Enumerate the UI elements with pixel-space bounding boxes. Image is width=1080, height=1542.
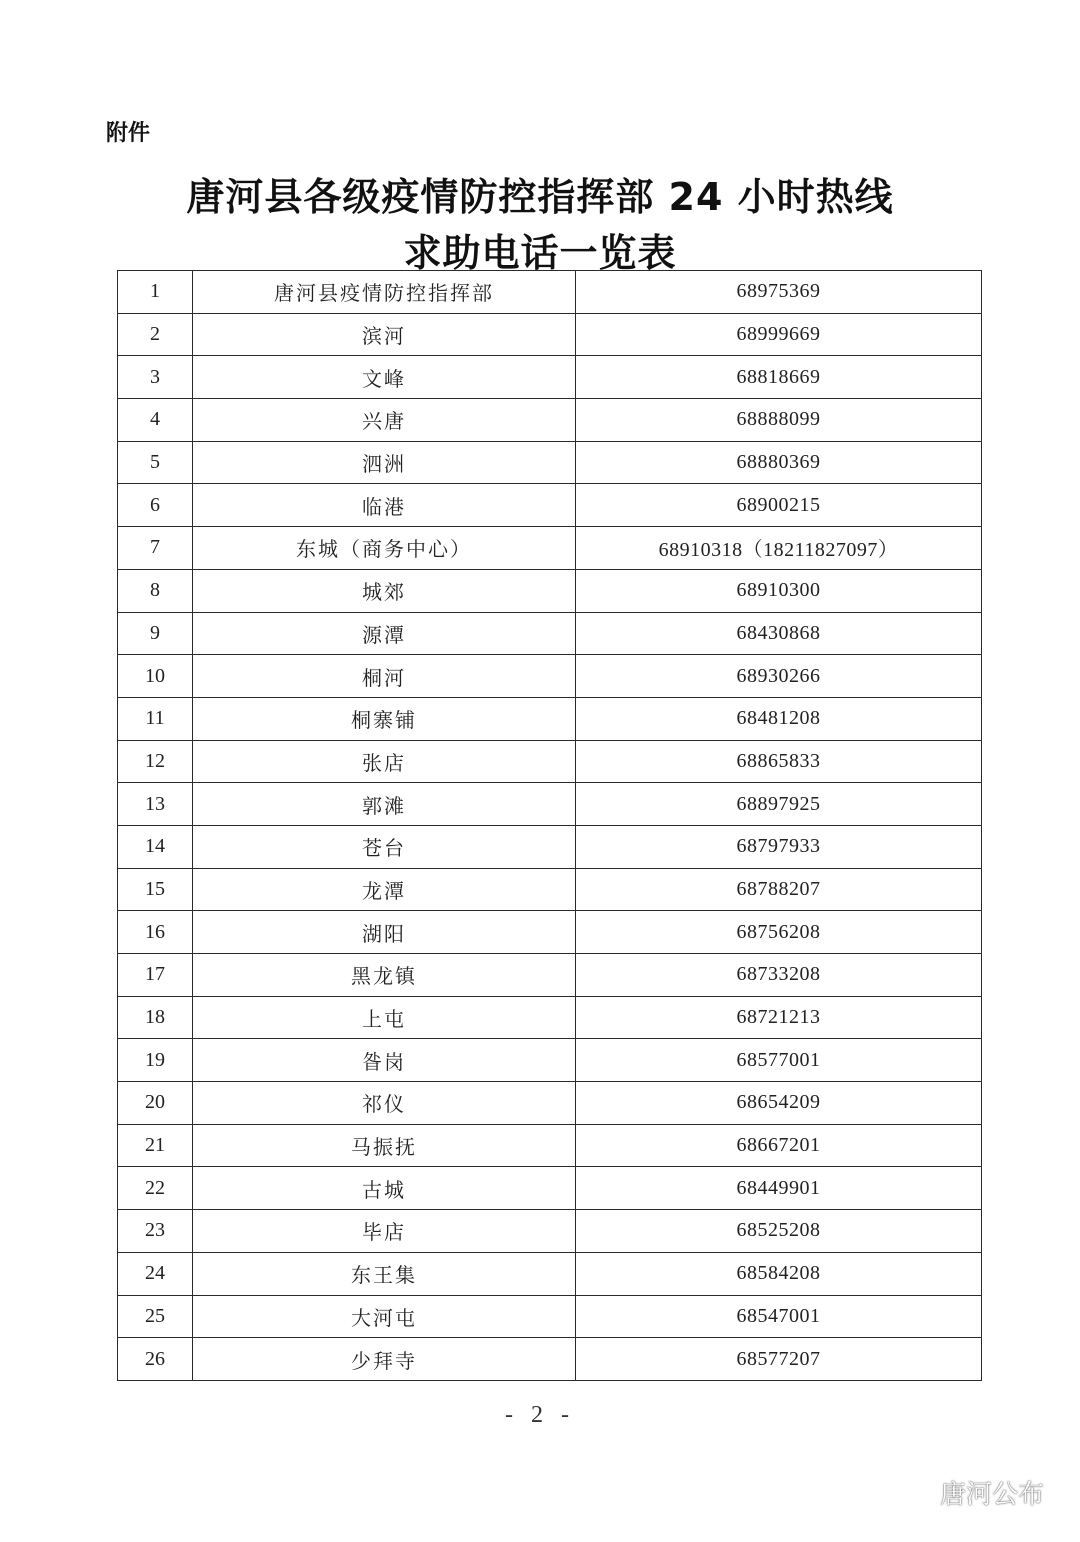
phone-number: 68900215 — [576, 484, 982, 527]
attachment-label: 附件 — [106, 121, 151, 146]
row-number: 3 — [118, 356, 193, 399]
unit-name: 郭滩 — [193, 783, 576, 826]
table-row — [118, 1210, 982, 1253]
unit-name: 黑龙镇 — [193, 954, 576, 997]
table-row — [118, 399, 982, 442]
unit-name: 文峰 — [193, 356, 576, 399]
table-row — [118, 1338, 982, 1381]
row-number: 1 — [118, 271, 193, 314]
unit-name: 马振抚 — [193, 1124, 576, 1167]
hotline-table-body — [118, 271, 982, 1381]
phone-number: 68999669 — [576, 313, 982, 356]
table-row — [118, 697, 982, 740]
table-row — [118, 911, 982, 954]
unit-name: 祁仪 — [193, 1082, 576, 1125]
row-number: 6 — [118, 484, 193, 527]
unit-name: 古城 — [193, 1167, 576, 1210]
phone-number: 68975369 — [576, 271, 982, 314]
unit-name: 龙潭 — [193, 868, 576, 911]
phone-number: 68525208 — [576, 1210, 982, 1253]
phone-number: 68721213 — [576, 996, 982, 1039]
table-row — [118, 1252, 982, 1295]
row-number: 13 — [118, 783, 193, 826]
phone-number: 68788207 — [576, 868, 982, 911]
unit-name: 湖阳 — [193, 911, 576, 954]
unit-name: 大河屯 — [193, 1295, 576, 1338]
unit-name: 桐寨铺 — [193, 697, 576, 740]
phone-number: 68930266 — [576, 655, 982, 698]
row-number: 16 — [118, 911, 193, 954]
row-number: 22 — [118, 1167, 193, 1210]
phone-number: 68733208 — [576, 954, 982, 997]
table-row — [118, 954, 982, 997]
unit-name: 昝岗 — [193, 1039, 576, 1082]
phone-number: 68818669 — [576, 356, 982, 399]
row-number: 19 — [118, 1039, 193, 1082]
row-number: 25 — [118, 1295, 193, 1338]
phone-number: 68577207 — [576, 1338, 982, 1381]
wechat-icon — [898, 1479, 932, 1507]
row-number: 10 — [118, 655, 193, 698]
table-row — [118, 356, 982, 399]
unit-name: 兴唐 — [193, 399, 576, 442]
unit-name: 东城（商务中心） — [193, 527, 576, 570]
phone-number: 68577001 — [576, 1039, 982, 1082]
unit-name: 源潭 — [193, 612, 576, 655]
phone-number: 68584208 — [576, 1252, 982, 1295]
phone-number: 68481208 — [576, 697, 982, 740]
unit-name: 桐河 — [193, 655, 576, 698]
unit-name: 唐河县疫情防控指挥部 — [193, 271, 576, 314]
unit-name: 张店 — [193, 740, 576, 783]
phone-number: 68897925 — [576, 783, 982, 826]
unit-name: 少拜寺 — [193, 1338, 576, 1381]
phone-number: 68547001 — [576, 1295, 982, 1338]
table-row — [118, 868, 982, 911]
phone-number: 68910318（18211827097） — [576, 527, 982, 570]
table-row — [118, 996, 982, 1039]
table-row — [118, 484, 982, 527]
table-row — [118, 1082, 982, 1125]
row-number: 11 — [118, 697, 193, 740]
row-number: 4 — [118, 399, 193, 442]
phone-number: 68865833 — [576, 740, 982, 783]
phone-number: 68756208 — [576, 911, 982, 954]
phone-number: 68910300 — [576, 569, 982, 612]
phone-number: 68667201 — [576, 1124, 982, 1167]
row-number: 18 — [118, 996, 193, 1039]
phone-number: 68654209 — [576, 1082, 982, 1125]
unit-name: 滨河 — [193, 313, 576, 356]
row-number: 8 — [118, 569, 193, 612]
table-row — [118, 783, 982, 826]
table-row — [118, 1124, 982, 1167]
table-row — [118, 441, 982, 484]
table-row — [118, 825, 982, 868]
table-row — [118, 655, 982, 698]
hotline-table — [117, 270, 982, 1381]
table-row — [118, 527, 982, 570]
phone-number: 68449901 — [576, 1167, 982, 1210]
table-row — [118, 1295, 982, 1338]
unit-name: 泗洲 — [193, 441, 576, 484]
row-number: 14 — [118, 825, 193, 868]
table-row — [118, 740, 982, 783]
phone-number: 68888099 — [576, 399, 982, 442]
watermark — [898, 1474, 1044, 1511]
unit-name: 毕店 — [193, 1210, 576, 1253]
table-row — [118, 1039, 982, 1082]
table-row — [118, 271, 982, 314]
unit-name: 东王集 — [193, 1252, 576, 1295]
unit-name: 苍台 — [193, 825, 576, 868]
watermark-text: 唐河公布 — [939, 1480, 1044, 1510]
row-number: 7 — [118, 527, 193, 570]
row-number: 17 — [118, 954, 193, 997]
table-row — [118, 313, 982, 356]
phone-number: 68880369 — [576, 441, 982, 484]
table-row — [118, 612, 982, 655]
row-number: 20 — [118, 1082, 193, 1125]
document-title-line1: 唐河县各级疫情防控指挥部 24 小时热线 — [186, 175, 894, 219]
row-number: 24 — [118, 1252, 193, 1295]
row-number: 9 — [118, 612, 193, 655]
unit-name: 上屯 — [193, 996, 576, 1039]
unit-name: 城郊 — [193, 569, 576, 612]
row-number: 5 — [118, 441, 193, 484]
row-number: 2 — [118, 313, 193, 356]
row-number: 15 — [118, 868, 193, 911]
phone-number: 68430868 — [576, 612, 982, 655]
table-row — [118, 569, 982, 612]
document-title-line2: 求助电话一览表 — [403, 231, 677, 275]
row-number: 12 — [118, 740, 193, 783]
page-number: - 2 - — [505, 1402, 575, 1428]
row-number: 26 — [118, 1338, 193, 1381]
row-number: 21 — [118, 1124, 193, 1167]
unit-name: 临港 — [193, 484, 576, 527]
row-number: 23 — [118, 1210, 193, 1253]
phone-number: 68797933 — [576, 825, 982, 868]
table-row — [118, 1167, 982, 1210]
